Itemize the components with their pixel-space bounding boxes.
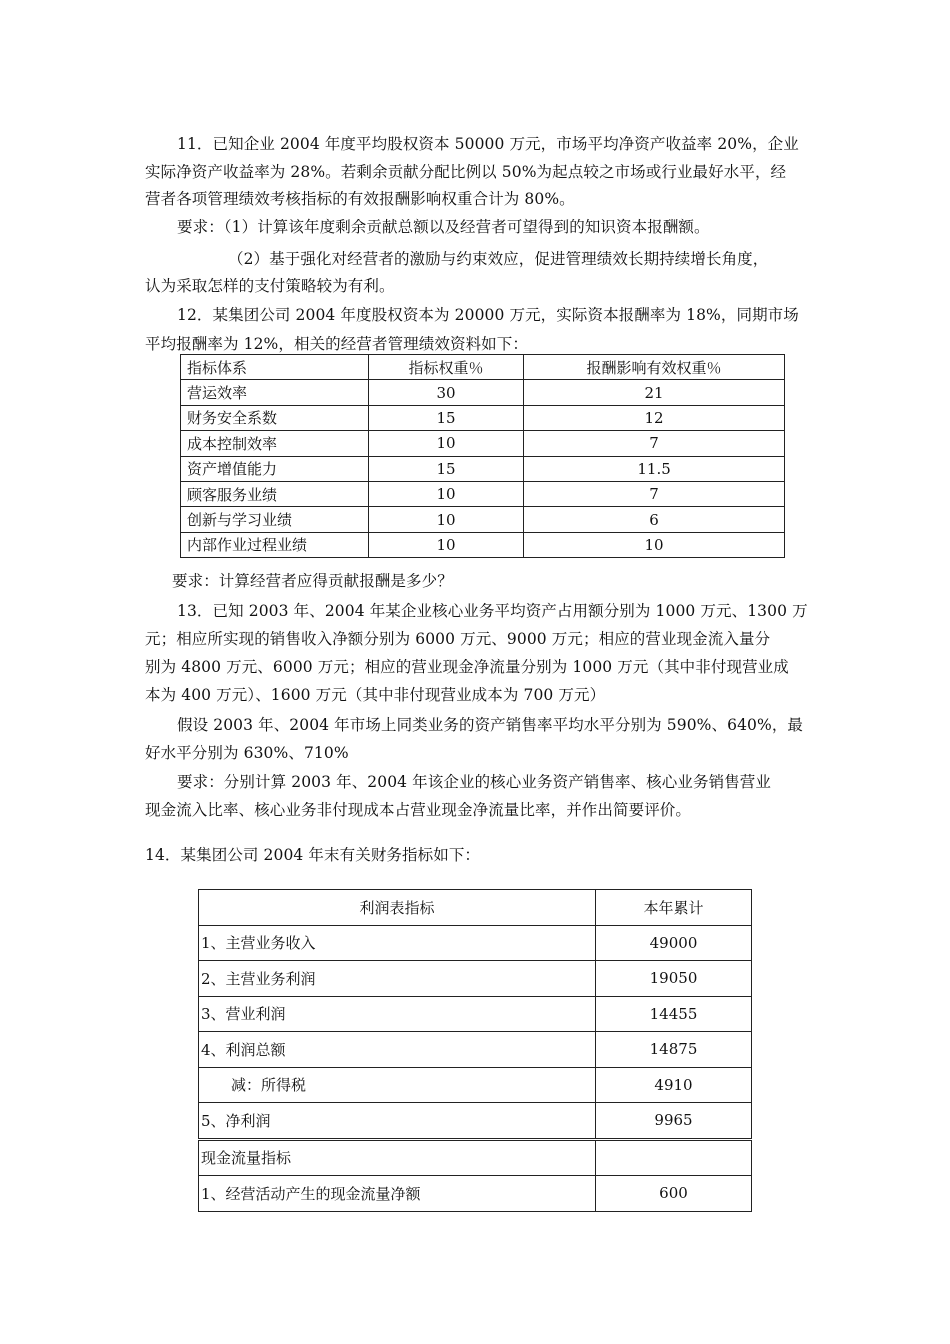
q13-line-6: 好水平分别为 630%、710% (145, 744, 349, 762)
table-row (199, 996, 752, 1032)
table-row (199, 1067, 752, 1103)
table-cell: 15 (369, 405, 524, 430)
table-row (181, 507, 785, 532)
table-cell: 财务安全系数 (181, 405, 369, 430)
q11-line-1: 11．已知企业 2004 年度平均股权资本 50000 万元，市场平均净资产收益率 20%，企业 (177, 135, 799, 153)
table-row (199, 1032, 752, 1068)
column-header: 指标体系 (181, 355, 369, 380)
table-cell: 19050 (596, 961, 752, 997)
table-row (181, 380, 785, 405)
table-cell: 6 (524, 507, 785, 532)
q13-requirement-1: 要求：分别计算 2003 年、2004 年该企业的核心业务资产销售率、核心业务销售营业 (177, 773, 771, 791)
table-row (181, 456, 785, 481)
q13-requirement-2: 现金流入比率、核心业务非付现成本占营业现金净流量比率，并作出简要评价。 (145, 801, 692, 819)
q12-line-1: 12．某集团公司 2004 年度股权资本为 20000 万元，实际资本报酬率为 18%，同期市场 (177, 306, 799, 324)
table-cell: 14455 (596, 996, 752, 1032)
q11-line-2: 实际净资产收益率为 28%。若剩余贡献分配比例以 50%为起点较之市场或行业最好水平，经 (145, 163, 787, 181)
table-cell: 7 (524, 431, 785, 456)
table-cell: 49000 (596, 925, 752, 961)
table-header-row (181, 355, 785, 380)
table-cell: 减：所得税 (199, 1067, 596, 1103)
table-row (199, 1103, 752, 1140)
performance-weight-table (180, 354, 785, 558)
table-cell: 现金流量指标 (199, 1139, 596, 1176)
q11-requirement-2: （2）基于强化对经营者的激励与约束效应，促进管理绩效长期持续增长角度， (228, 250, 769, 268)
q13-line-2: 元；相应所实现的销售收入净额分别为 6000 万元、9000 万元；相应的营业现金流入量分 (145, 630, 771, 648)
financial-indicator-table (198, 889, 752, 1212)
column-header: 本年累计 (596, 890, 752, 926)
table-cell: 营运效率 (181, 380, 369, 405)
table-row (181, 405, 785, 430)
table-cell: 10 (369, 481, 524, 506)
q13-line-4: 本为 400 万元）、1600 万元（其中非付现营业成本为 700 万元） (145, 686, 606, 704)
table-cell: 7 (524, 481, 785, 506)
q13-line-1: 13．已知 2003 年、2004 年某企业核心业务平均资产占用额分别为 1000 万元、1300 万 (177, 602, 808, 620)
table-cell: 9965 (596, 1103, 752, 1140)
table-cell: 内部作业过程业绩 (181, 532, 369, 557)
table-cell: 12 (524, 405, 785, 430)
table-cell: 30 (369, 380, 524, 405)
table-cell: 21 (524, 380, 785, 405)
table-cell: 10 (369, 507, 524, 532)
table-row (199, 925, 752, 961)
q12-line-2: 平均报酬率为 12%，相关的经营者管理绩效资料如下： (145, 335, 528, 353)
q11-line-6: 认为采取怎样的支付策略较为有利。 (145, 277, 395, 295)
table-cell: 2、主营业务利润 (199, 961, 596, 997)
table-row (199, 961, 752, 997)
table-cell: 1、主营业务收入 (199, 925, 596, 961)
q13-line-5: 假设 2003 年、2004 年市场上同类业务的资产销售率平均水平分别为 590%、640%，最 (177, 716, 804, 734)
table-cell: 10 (524, 532, 785, 557)
table-row (181, 532, 785, 557)
table-cell: 成本控制效率 (181, 431, 369, 456)
column-header: 报酬影响有效权重％ (524, 355, 785, 380)
table-cell: 14875 (596, 1032, 752, 1068)
table-row (181, 431, 785, 456)
table-section-row (199, 1139, 752, 1176)
table-cell: 创新与学习业绩 (181, 507, 369, 532)
q11-requirement-1: 要求：（1）计算该年度剩余贡献总额以及经营者可望得到的知识资本报酬额。 (177, 218, 710, 236)
table-cell: 10 (369, 532, 524, 557)
table-header-row (199, 890, 752, 926)
table-row (181, 481, 785, 506)
q13-line-3: 别为 4800 万元、6000 万元；相应的营业现金净流量分别为 1000 万元（其中非付现营业成 (145, 658, 789, 676)
table-cell: 3、营业利润 (199, 996, 596, 1032)
column-header: 利润表指标 (199, 890, 596, 926)
table-cell: 11.5 (524, 456, 785, 481)
table-cell: 15 (369, 456, 524, 481)
table-cell: 5、净利润 (199, 1103, 596, 1140)
table-cell: 1、经营活动产生的现金流量净额 (199, 1176, 596, 1212)
q14-line-1: 14．某集团公司 2004 年末有关财务指标如下： (145, 846, 481, 864)
table-cell: 4、利润总额 (199, 1032, 596, 1068)
table-cell: 10 (369, 431, 524, 456)
table-row (199, 1176, 752, 1212)
q12-requirement: 要求：计算经营者应得贡献报酬是多少？ (172, 572, 453, 590)
table-cell: 顾客服务业绩 (181, 481, 369, 506)
table-cell (596, 1139, 752, 1176)
table-cell: 资产增值能力 (181, 456, 369, 481)
table-cell: 4910 (596, 1067, 752, 1103)
column-header: 指标权重％ (369, 355, 524, 380)
table-cell: 600 (596, 1176, 752, 1212)
q11-line-3: 营者各项管理绩效考核指标的有效报酬影响权重合计为 80%。 (145, 190, 575, 208)
